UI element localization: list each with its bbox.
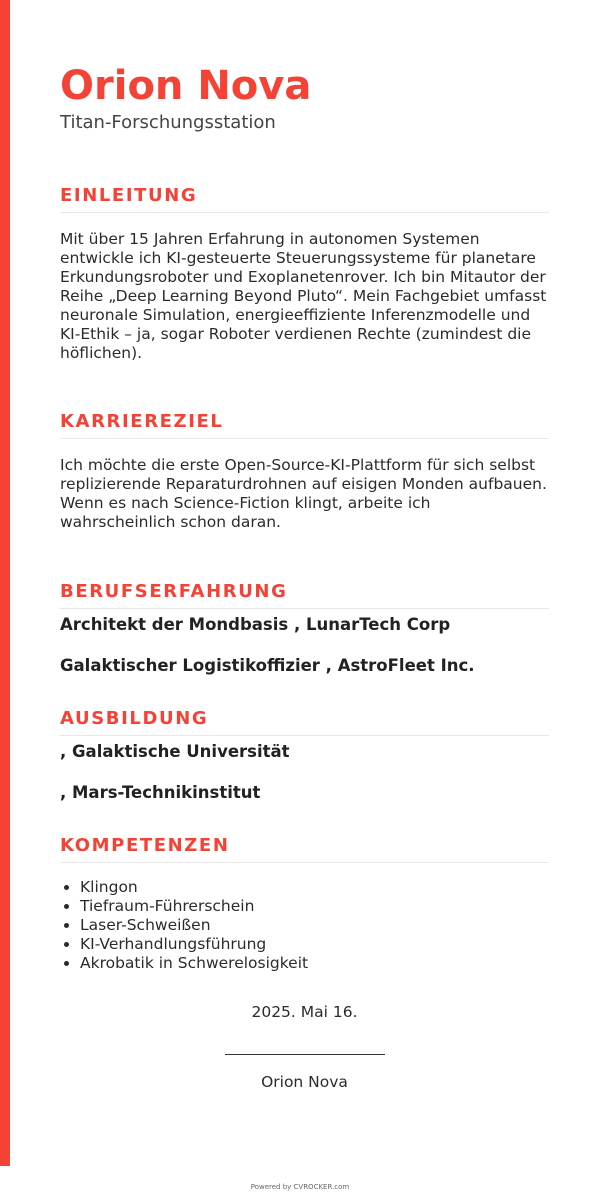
accent-bar <box>0 0 10 1166</box>
experience-title: BERUFSERFAHRUNG <box>60 580 549 609</box>
footer-credit: Powered by CVROCKER.com <box>250 1183 350 1191</box>
skill-item: • Laser-Schweißen <box>80 916 549 935</box>
skills-list <box>60 878 549 973</box>
signature-date: 2025. Mai 16. <box>251 1003 358 1021</box>
person-name: Orion Nova <box>60 63 312 109</box>
experience-item: Galaktischer Logistikoffizier , AstroFleet Inc. <box>60 656 475 675</box>
signature-name: Orion Nova <box>261 1073 348 1091</box>
education-section <box>60 707 549 802</box>
intro-text: Mit über 15 Jahren Erfahrung in autonomen Systemen entwickle ich KI-gesteuerte Steuerungssysteme für planetare Erkundungsroboter und Exoplanetenrover. Ich bin Mitautor der Reihe „Deep Learning Beyond Pluto“. Mein Fachgebiet umfasst neuronale Simulation, energieeffiziente Inferenzmodelle und KI-Ethik – ja, sogar Roboter verdienen Rechte (zumindest die höflichen). <box>60 230 547 362</box>
education-title: AUSBILDUNG <box>60 707 549 736</box>
signature-line <box>225 1054 385 1055</box>
skills-title: KOMPETENZEN <box>60 834 549 863</box>
goal-section <box>60 410 549 532</box>
intro-section <box>60 184 549 363</box>
skill-item: • Akrobatik in Schwerelosigkeit <box>80 954 549 973</box>
skill-item: • Tiefraum-Führerschein <box>80 897 549 916</box>
intro-title: EINLEITUNG <box>60 184 549 213</box>
goal-text: Ich möchte die erste Open-Source-KI-Plattform für sich selbst replizierende Reparaturdrohnen auf eisigen Monden aufbauen. Wenn es nach Science-Fiction klingt, arbeite ich wahrscheinlich schon daran. <box>60 456 547 531</box>
person-subtitle: Titan-Forschungsstation <box>60 112 276 133</box>
experience-item: Architekt der Mondbasis , LunarTech Corp <box>60 615 451 634</box>
skill-item: • Klingon <box>80 878 549 897</box>
goal-title: KARRIEREZIEL <box>60 410 549 439</box>
education-item: , Galaktische Universität <box>60 742 290 761</box>
skills-section <box>60 834 549 973</box>
experience-section <box>60 580 549 675</box>
education-item: , Mars-Technikinstitut <box>60 783 261 802</box>
skill-item: • KI-Verhandlungsführung <box>80 935 549 954</box>
